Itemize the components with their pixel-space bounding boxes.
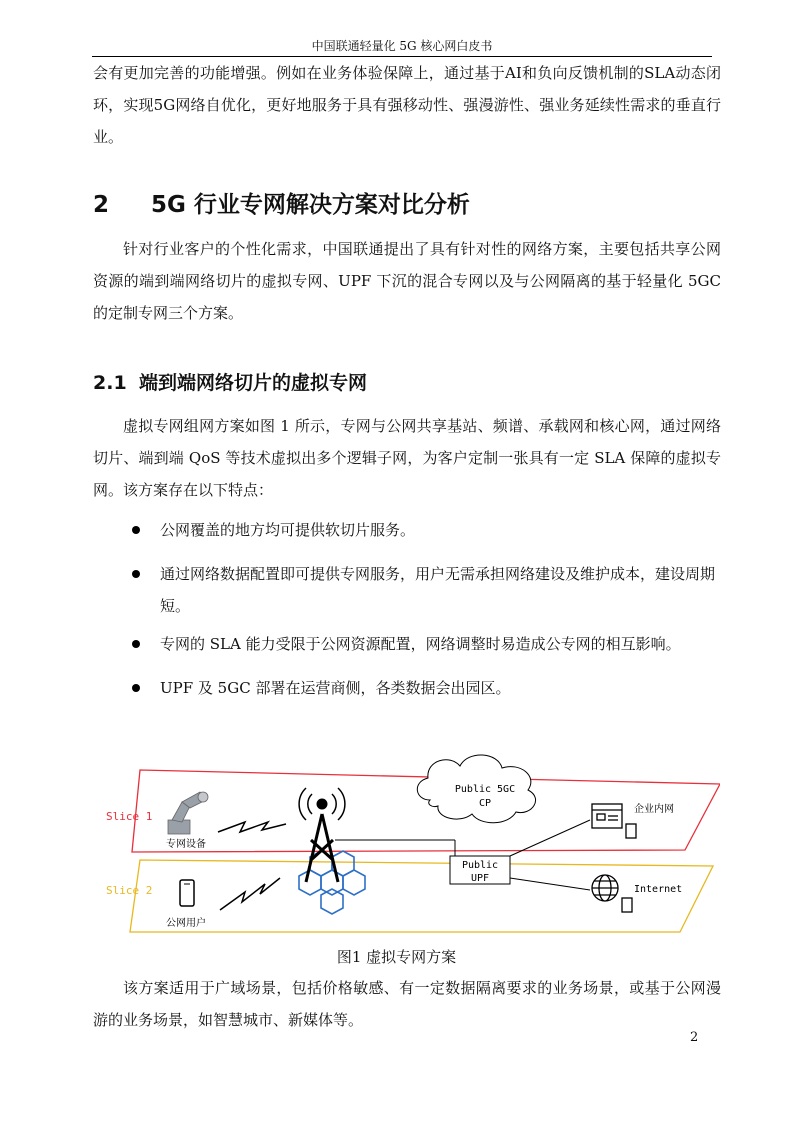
upf-label-line1: Public	[461, 860, 499, 871]
wireless-link-icon	[220, 878, 280, 910]
public-user-label: 公网用户	[166, 918, 206, 929]
internet-link	[510, 878, 590, 890]
figure-caption: 图1 虚拟专网方案	[336, 948, 457, 966]
section2-paragraph: 针对行业客户的个性化需求，中国联通提出了具有针对性的网络方案，主要包括共享公网资源的端到端网络切片的虚拟专网、UPF 下沉的混合专网以及与公网隔离的基于轻量化 5GC 的定制专网三个方案。	[93, 240, 721, 322]
wireless-link-icon	[218, 822, 286, 832]
page-number: 2	[690, 1030, 699, 1045]
section-heading-2-1	[93, 368, 367, 395]
base-station-tower-icon	[299, 788, 345, 882]
list-item: 专网的 SLA 能力受限于公网资源配置，网络调整时易造成公专网的相互影响。	[132, 628, 722, 660]
enterprise-server-icon	[592, 804, 636, 838]
internet-globe-icon	[592, 875, 632, 912]
list-item: UPF 及 5GC 部署在运营商侧，各类数据会出园区。	[132, 672, 722, 704]
section21-paragraph: 虚拟专网组网方案如图 1 所示，专网与公网共享基站、频谱、承载网和核心网，通过网络切片、端到端 QoS 等技术虚拟出多个逻辑子网，为客户定制一张具有一定 SLA 保障的虚拟专网。该方案存在以下特点：	[93, 417, 721, 499]
internet-label: Internet	[634, 884, 683, 895]
section-title: 5G 行业专网解决方案对比分析	[151, 192, 470, 218]
page-header: 中国联通轻量化 5G 核心网白皮书	[92, 38, 712, 57]
bullet-dot-icon	[132, 684, 140, 692]
section-number: 2	[93, 192, 110, 218]
subsection-title: 端到端网络切片的虚拟专网	[139, 372, 368, 394]
bullet-dot-icon	[132, 570, 140, 578]
cloud-label-line2: CP	[478, 798, 492, 809]
slice2-label: Slice 2	[106, 884, 153, 897]
slice2-plane	[130, 860, 713, 932]
slice1-label: Slice 1	[106, 810, 153, 823]
bullet-dot-icon	[132, 526, 140, 534]
list-item: 公网覆盖的地方均可提供软切片服务。	[132, 514, 722, 546]
private-device-label: 专网设备	[166, 839, 206, 850]
subsection-number: 2.1	[93, 372, 127, 394]
cloud-label-line1: Public 5GC	[454, 784, 516, 795]
upf-label-line2: UPF	[470, 873, 490, 884]
virtual-private-network-diagram	[100, 742, 720, 942]
robot-arm-icon	[168, 792, 208, 834]
section-heading-2	[93, 186, 470, 219]
list-item: 通过网络数据配置即可提供专网服务，用户无需承担网络建设及维护成本，建设周期短。	[132, 558, 722, 622]
bullet-dot-icon	[132, 640, 140, 648]
closing-paragraph: 该方案适用于广域场景，包括价格敏感、有一定数据隔离要求的业务场景，或基于公网漫游的业务场景，如智慧城市、新媒体等。	[93, 979, 721, 1029]
smartphone-icon	[180, 880, 194, 906]
intro-paragraph: 会有更加完善的功能增强。例如在业务体验保障上，通过基于AI和负向反馈机制的SLA动态闭环，实现5G网络自优化，更好地服务于具有强移动性、强漫游性、强业务延续性需求的垂直行业。	[93, 64, 721, 146]
enterprise-label: 企业内网	[634, 804, 674, 815]
